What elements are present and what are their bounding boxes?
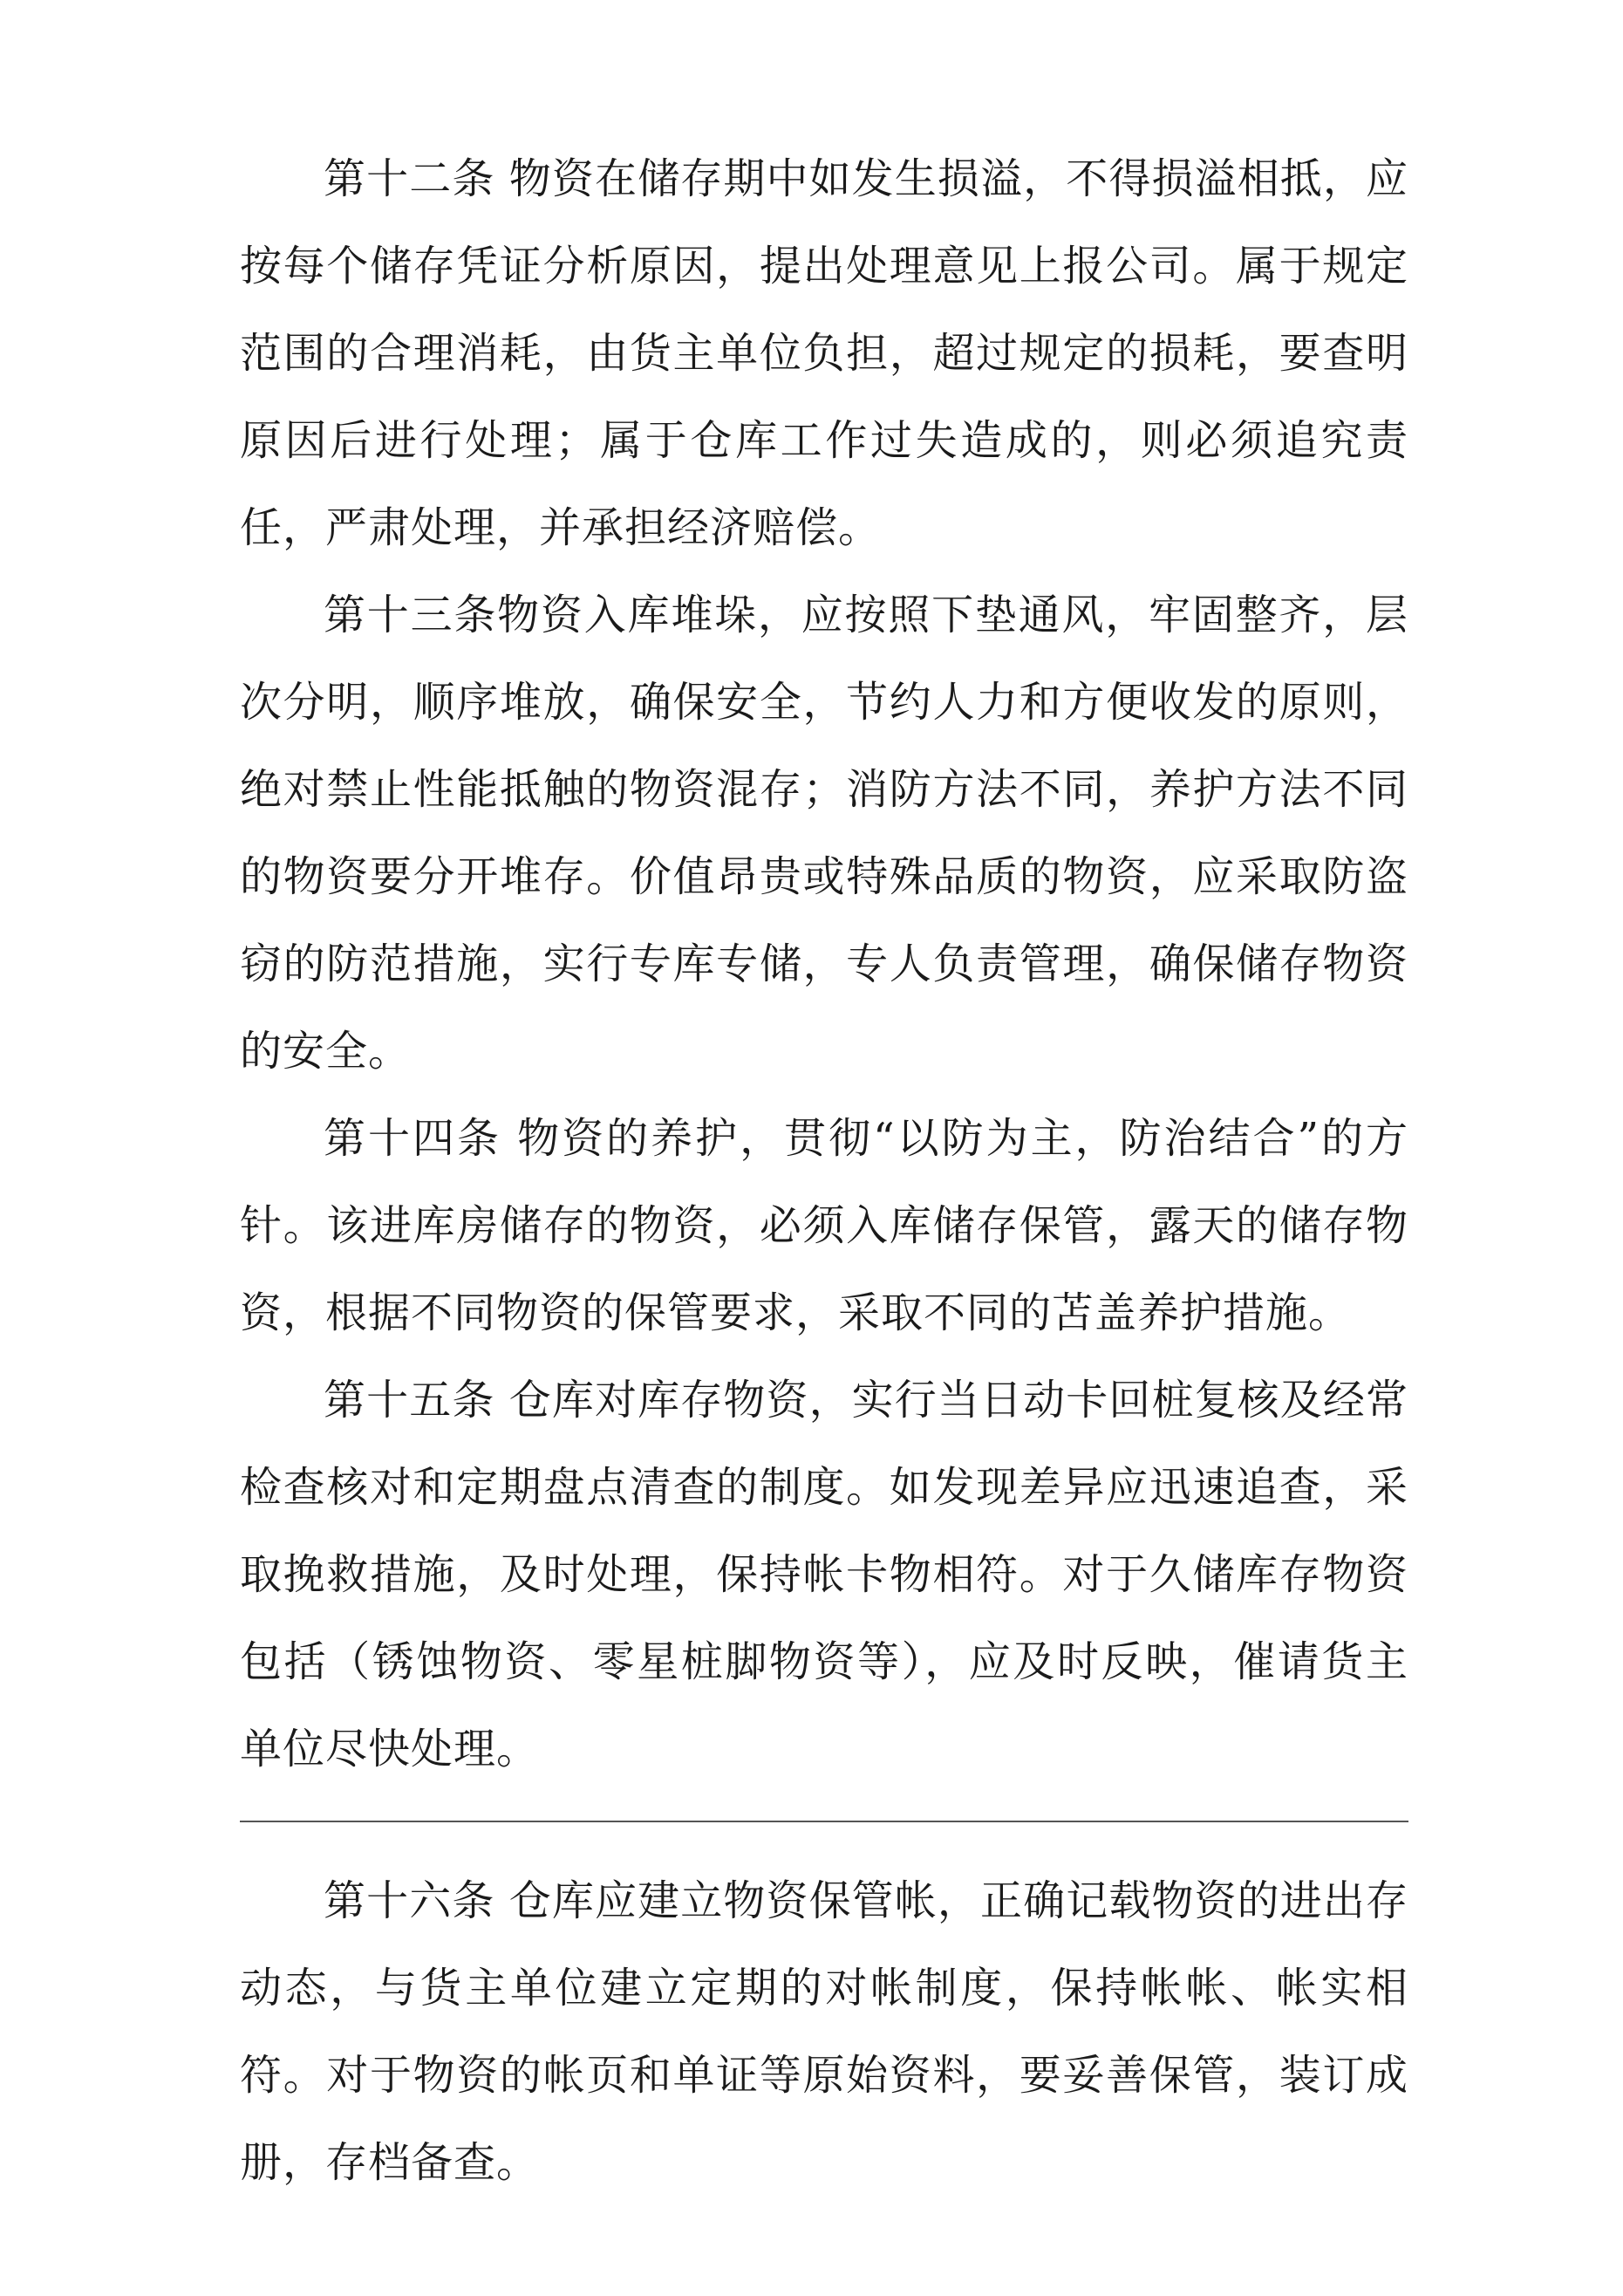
- article-15-paragraph: 第十五条 仓库对库存物资，实行当日动卡回桩复核及经常检查核对和定期盘点清查的制度。如发现差异应迅速追查，采取挽救措施，及时处理，保持帐卡物相符。对于久储库存物资包括（锈蚀物资、零星桩脚物资等），应及时反映，催请货主单位尽快处理。: [240, 1376, 1408, 1773]
- document-page: [240, 135, 1408, 2206]
- article-14-paragraph: 第十四条 物资的养护，贯彻“以防为主，防治结合”的方针。该进库房储存的物资，必须入库储存保管，露天的储存物资，根据不同物资的保管要求，采取不同的苫盖养护措施。: [240, 1114, 1408, 1337]
- article-16-paragraph: 第十六条 仓库应建立物资保管帐，正确记载物资的进出存动态，与货主单位建立定期的对帐制度，保持帐帐、帐实相符。对于物资的帐页和单证等原始资料，要妥善保管，装订成册，存档备查。: [240, 1876, 1408, 2187]
- article-13-paragraph: 第十三条物资入库堆垛，应按照下垫通风，牢固整齐，层次分明，顺序堆放，确保安全，节约人力和方便收发的原则，绝对禁止性能抵触的物资混存；消防方法不同，养护方法不同的物资要分开堆存。价值昂贵或特殊品质的物资，应采取防盗窃的防范措施，实行专库专储，专人负责管理，确保储存物资的安全。: [240, 591, 1408, 1076]
- article-12-paragraph: 第十二条 物资在储存期中如发生损溢，不得损溢相抵，应按每个储存凭证分析原因，提出处理意见上报公司。属于规定范围的合理消耗，由货主单位负担，超过规定的损耗，要查明原因后进行处理；属于仓库工作过失造成的，则必须追究责任，严肃处理，并承担经济赔偿。: [240, 154, 1408, 552]
- section-divider: [240, 1821, 1408, 1822]
